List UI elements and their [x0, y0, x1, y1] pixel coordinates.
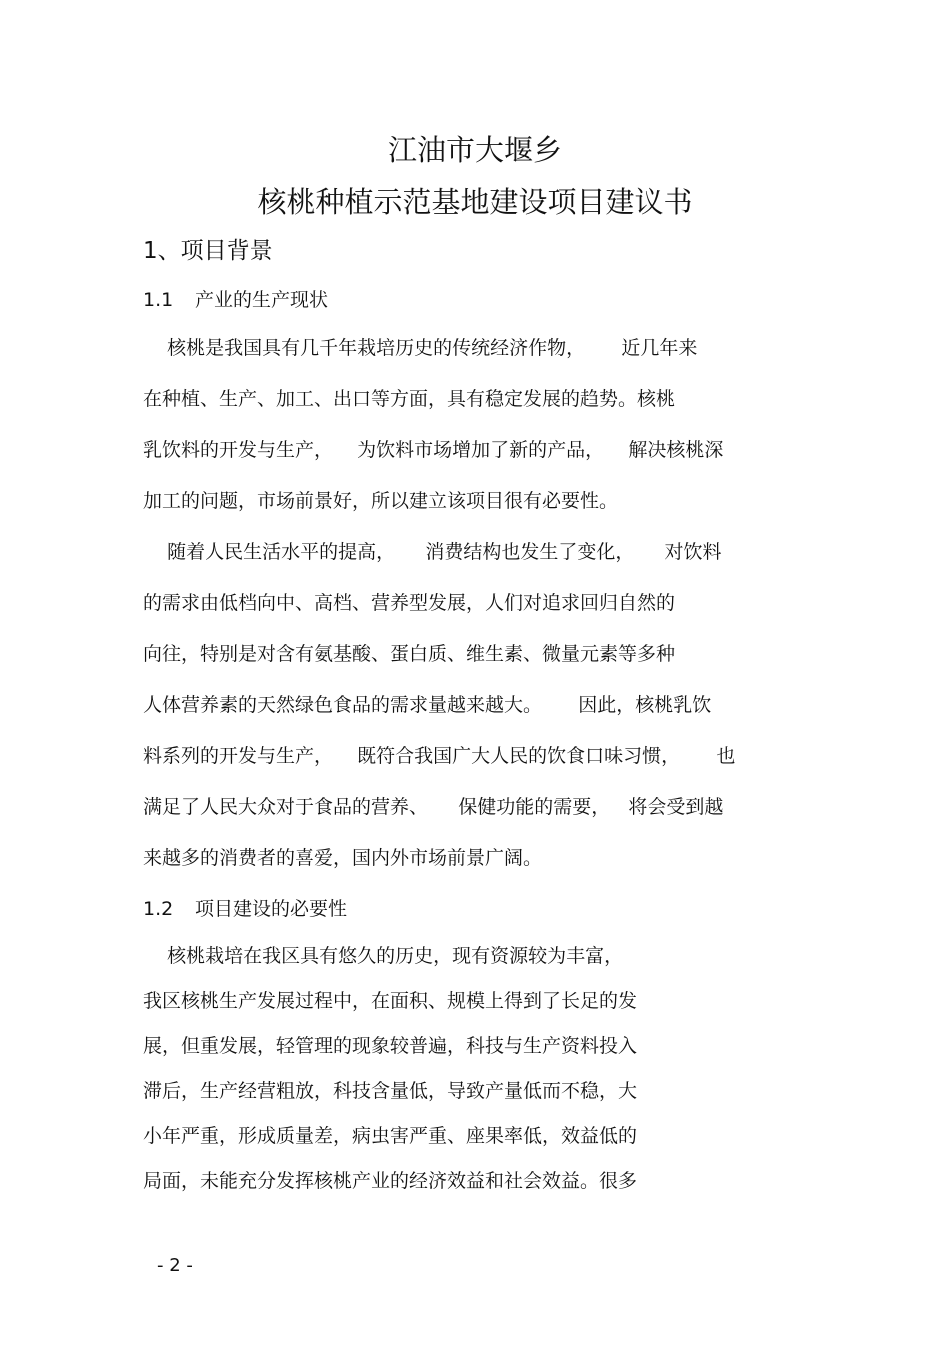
section-heading-background: 1、项目背景: [143, 238, 273, 264]
paragraph-line: 展，但重发展，轻管理的现象较普遍，科技与生产资料投入: [143, 1035, 638, 1057]
subsection-title: 产业的生产现状: [195, 289, 329, 311]
paragraph-line: 加工的问题，市场前景好，所以建立该项目很有必要性。: [143, 490, 619, 512]
paragraph-line: 的需求由低档向中、高档、营养型发展，人们对追求回归自然的: [143, 592, 676, 614]
paragraph-line: 料系列的开发与生产， 既符合我国广大人民的饮食口味习惯， 也: [143, 745, 736, 767]
document-title-line2: 核桃种植示范基地建设项目建议书: [257, 185, 693, 219]
paragraph-line: 来越多的消费者的喜爱，国内外市场前景广阔。: [143, 847, 543, 869]
paragraph-line: 随着人民生活水平的提高， 消费结构也发生了变化， 对饮料: [143, 541, 722, 563]
page-number: - 2 -: [157, 1255, 193, 1276]
paragraph-line: 核桃是我国具有几千年栽培历史的传统经济作物， 近几年来: [143, 337, 698, 359]
subsection-number: 1.1: [143, 289, 174, 311]
subsection-title: 项目建设的必要性: [195, 898, 348, 920]
subsection-heading-1-1: [143, 285, 328, 312]
paragraph-line: 我区核桃生产发展过程中，在面积、规模上得到了长足的发: [143, 990, 638, 1012]
paragraph-line: 小年严重，形成质量差，病虫害严重、座果率低，效益低的: [143, 1125, 638, 1147]
paragraph-line: 满足了人民大众对于食品的营养、 保健功能的需要， 将会受到越: [143, 796, 724, 818]
paragraph-line: 人体营养素的天然绿色食品的需求量越来越大。 因此，核桃乳饮: [143, 694, 712, 716]
paragraph-line: 局面，未能充分发挥核桃产业的经济效益和社会效益。很多: [143, 1170, 638, 1192]
subsection-heading-1-2: [143, 894, 347, 921]
subsection-number: 1.2: [143, 898, 174, 920]
paragraph-line: 向往，特别是对含有氨基酸、蛋白质、维生素、微量元素等多种: [143, 643, 676, 665]
paragraph-line: 核桃栽培在我区具有悠久的历史，现有资源较为丰富，: [143, 945, 624, 967]
document-title-line1: 江油市大堰乡: [387, 133, 562, 167]
paragraph-line: 乳饮料的开发与生产， 为饮料市场增加了新的产品， 解决核桃深: [143, 439, 724, 461]
paragraph-line: 滞后，生产经营粗放，科技含量低，导致产量低而不稳，大: [143, 1080, 638, 1102]
paragraph-line: 在种植、生产、加工、出口等方面，具有稳定发展的趋势。核桃: [143, 388, 676, 410]
